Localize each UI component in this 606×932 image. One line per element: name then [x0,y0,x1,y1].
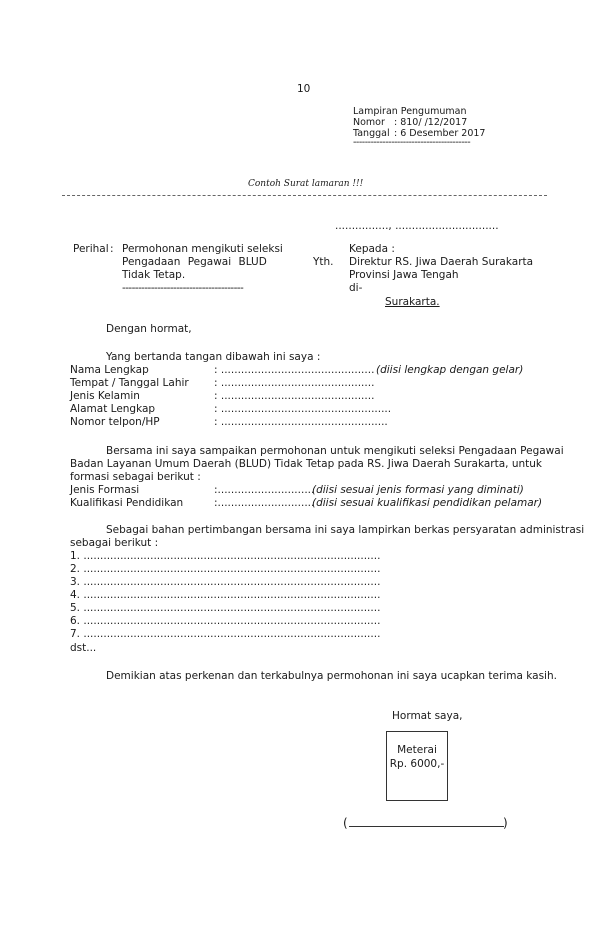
list-item: 1. ......................................................................................... [70,550,381,562]
list-item: 2. ......................................................................................... [70,563,381,575]
list-item: 6. ......................................................................................... [70,615,381,627]
field-value-jk: : .............................................. [214,390,375,402]
field-note-nama: (diisi lengkap dengan gelar) [376,364,524,376]
field-value-nama: : .............................................. [214,364,375,376]
lampiran-rule: ---------------------------------------- [353,137,471,148]
perihal-rule: -------------------------------------- [122,282,244,294]
kualifikasi-label: Kualifikasi Pendidikan [70,497,184,509]
contoh-title: Contoh Surat lamaran !!! [248,179,364,189]
paragraph1-line1: Bersama ini saya sampaikan permohonan untuk mengikuti seleksi Pengadaan Pegawai [106,445,564,457]
list-item: 5. ......................................................................................... [70,602,381,614]
separator-line [62,195,547,196]
intro-text: Yang bertanda tangan dibawah ini saya : [106,351,321,363]
perihal-line3: Tidak Tetap. [122,269,186,281]
list-item: 3. ......................................................................................... [70,576,381,588]
field-value-telpon: : .................................................. [214,416,388,428]
field-label-nama: Nama Lengkap [70,364,149,376]
page-number: 10 [297,83,311,95]
meterai-box [386,731,448,801]
closing-text: Demikian atas perkenan dan terkabulnya permohonan ini saya ucapkan terima kasih. [106,670,557,682]
salutation: Dengan hormat, [106,323,192,335]
list-item: 7. ......................................................................................... [70,628,381,640]
kepada-city: Surakarta. [385,296,440,308]
paragraph1-line3: formasi sebagai berikut : [70,471,201,483]
kepada-line2: Direktur RS. Jiwa Daerah Surakarta [349,256,534,268]
kualifikasi-value: :............................. [214,497,315,509]
perihal-line1: Permohonan mengikuti seleksi [122,243,283,255]
perihal-label: Perihal [73,243,109,255]
field-value-alamat: : ................................................... [214,403,392,415]
yth-label: Yth. [313,256,334,268]
tanggal-value: : 6 Desember 2017 [394,128,486,139]
tanggal-label: Tanggal [353,128,390,139]
hormat-text: Hormat saya, [392,710,463,722]
nomor-value: : 810/ /12/2017 [394,117,468,128]
signature-close-paren: ) [503,816,508,830]
formasi-note: (diisi sesuai jenis formasi yang diminati) [312,484,524,496]
paragraph2-line2: sebagai berikut : [70,537,159,549]
kualifikasi-note: (diisi sesuai kualifikasi pendidikan pelamar) [312,497,543,509]
lampiran-line: Lampiran Pengumuman [353,106,467,117]
nomor-label: Nomor [353,117,385,128]
place-date: ................, ............................... [335,220,499,232]
paragraph2-line1: Sebagai bahan pertimbangan bersama ini saya lampirkan berkas persyaratan administrasi [106,524,585,536]
list-item: 4. ......................................................................................... [70,589,381,601]
formasi-value: :............................. [214,484,315,496]
field-label-ttl: Tempat / Tanggal Lahir [70,377,189,389]
kepada-line3: Provinsi Jawa Tengah [349,269,459,281]
perihal-colon: : [110,243,114,255]
formasi-label: Jenis Formasi [70,484,140,496]
list-dst: dst... [70,642,97,654]
field-label-jk: Jenis Kelamin [70,390,140,402]
kepada-line4: di- [349,282,363,294]
perihal-line2: Pengadaan Pegawai BLUD [122,256,267,268]
signature-open-paren: ( [343,816,348,830]
paragraph1-line2: Badan Layanan Umum Daerah (BLUD) Tidak Tetap pada RS. Jiwa Daerah Surakarta, untuk [70,458,542,470]
kepada-label: Kepada : [349,243,395,255]
meterai-amount: Rp. 6000,- [389,758,445,770]
field-label-alamat: Alamat Lengkap [70,403,156,415]
signature-line [349,826,504,827]
field-value-ttl: : .............................................. [214,377,375,389]
field-label-telpon: Nomor telpon/HP [70,416,160,428]
meterai-label: Meterai [397,744,437,756]
